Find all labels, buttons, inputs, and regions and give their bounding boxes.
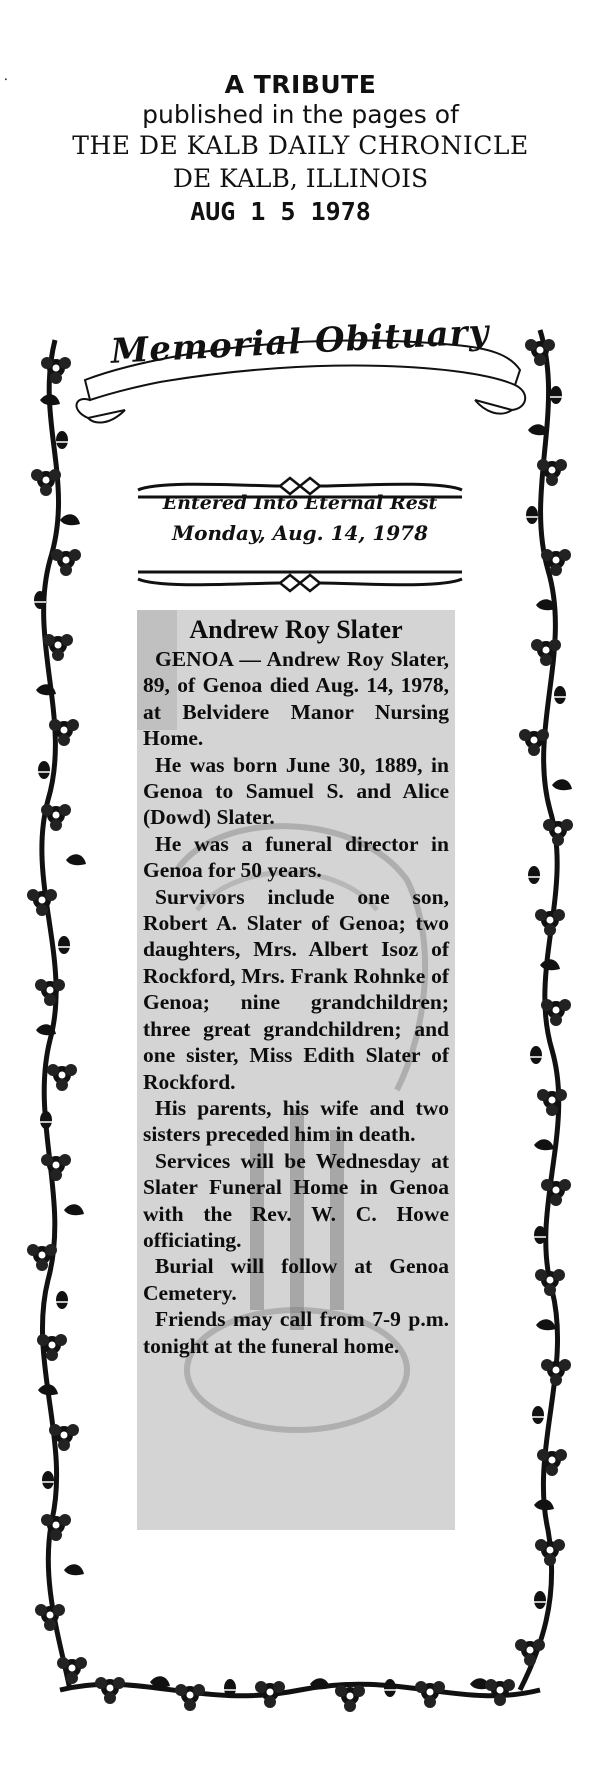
eternal-rest-box: [130, 488, 470, 548]
obituary-paragraph: Survivors include one son, Robert A. Slater of Genoa; two daughters, Mrs. Albert Isoz of Rockford, Mrs. Frank Rohnke of Genoa; nine grandchildren; three great grandchildren; and one sister, Miss Edith Slater of Rockford.: [143, 884, 449, 1094]
obituary-paragraph: Friends may call from 7-9 p.m. tonight at the funeral home.: [143, 1307, 449, 1358]
banner-title: Memorial Obituary: [109, 312, 491, 372]
newspaper-name: THE DE KALB DAILY CHRONICLE: [72, 131, 529, 160]
eternal-rest-line: Entered Into Eternal Rest: [162, 492, 438, 514]
tribute-title: A TRIBUTE: [224, 70, 377, 99]
tribute-subtitle: published in the pages of: [142, 100, 459, 129]
obituary-paragraph: Burial will follow at Genoa Cemetery.: [143, 1254, 449, 1305]
obituary-paragraph: His parents, his wife and two sisters preceded him in death.: [143, 1095, 449, 1147]
date-stamp: AUG 1 5 1978: [190, 197, 371, 226]
obituary-paragraph: Services will be Wednesday at Slater Funeral Home in Genoa with the Rev. W. C. Howe officiating.: [143, 1148, 449, 1252]
corner-speck: ⸱: [4, 72, 8, 88]
bottom-ornament: [138, 572, 462, 591]
death-date-line: Monday, Aug. 14, 1978: [172, 521, 428, 545]
obituary-headline: Andrew Roy Slater: [189, 615, 403, 644]
obituary-paragraph: He was born June 30, 1889, in Genoa to Samuel S. and Alice (Dowd) Slater.: [143, 752, 449, 830]
obituary-paragraph: GENOA — Andrew Roy Slater, 89, of Genoa died Aug. 14, 1978, at Belvidere Manor Nursing Home.: [143, 647, 449, 751]
newspaper-clipping: [137, 610, 455, 1530]
newspaper-location: DE KALB, ILLINOIS: [172, 164, 429, 193]
obituary-paragraph: He was a funeral director in Genoa for 50 years.: [143, 831, 449, 883]
obituary-text: [143, 614, 449, 1359]
